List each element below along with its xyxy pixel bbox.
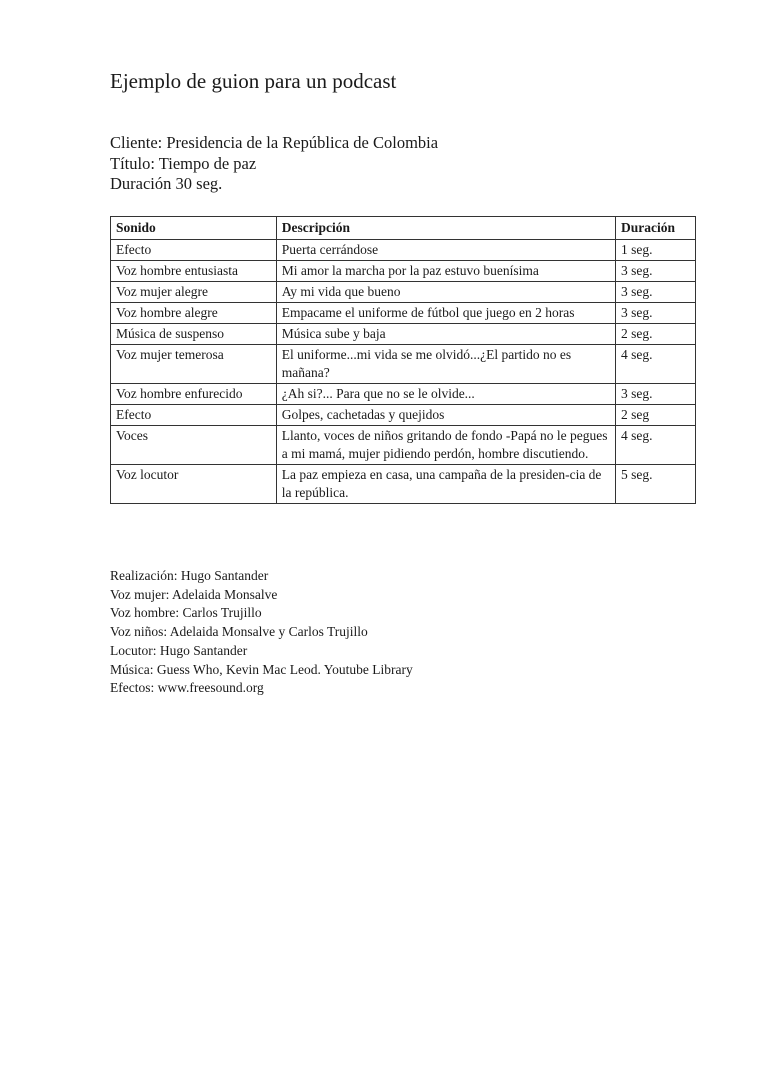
cell-duracion: 4 seg. bbox=[616, 345, 696, 384]
header-sonido: Sonido bbox=[111, 217, 277, 240]
cell-sonido: Voz hombre alegre bbox=[111, 303, 277, 324]
cell-descripcion: ¿Ah si?... Para que no se le olvide... bbox=[276, 384, 615, 405]
meta-cliente: Cliente: Presidencia de la República de Colombia bbox=[110, 133, 439, 152]
header-descripcion: Descripción bbox=[276, 217, 615, 240]
cell-descripcion: Música sube y baja bbox=[276, 324, 615, 345]
cell-sonido: Efecto bbox=[111, 240, 277, 261]
credits-block bbox=[110, 567, 413, 698]
cell-descripcion: Golpes, cachetadas y quejidos bbox=[276, 405, 615, 426]
document-title: Ejemplo de guion para un podcast bbox=[110, 69, 397, 93]
table-row bbox=[111, 303, 696, 324]
table-header-row bbox=[111, 217, 696, 240]
header-duracion: Duración bbox=[616, 217, 696, 240]
cell-sonido: Música de suspenso bbox=[111, 324, 277, 345]
table-row bbox=[111, 261, 696, 282]
cell-descripcion: Empacame el uniforme de fútbol que juego en 2 horas bbox=[276, 303, 615, 324]
table-row bbox=[111, 282, 696, 303]
cell-descripcion: Puerta cerrándose bbox=[276, 240, 615, 261]
table-row bbox=[111, 384, 696, 405]
credit-line: Voz mujer: Adelaida Monsalve bbox=[110, 586, 278, 602]
cell-sonido: Voces bbox=[111, 426, 277, 465]
cell-duracion: 3 seg. bbox=[616, 303, 696, 324]
credit-line: Música: Guess Who, Kevin Mac Leod. Youtube Library bbox=[110, 661, 413, 677]
credit-line: Realización: Hugo Santander bbox=[110, 568, 269, 583]
cell-sonido: Voz locutor bbox=[111, 465, 277, 504]
credit-line: Efectos: www.freesound.org bbox=[110, 680, 264, 696]
credit-line: Voz niños: Adelaida Monsalve y Carlos Trujillo bbox=[110, 624, 368, 640]
cell-sonido: Voz hombre entusiasta bbox=[111, 261, 277, 282]
cell-sonido: Efecto bbox=[111, 405, 277, 426]
cell-duracion: 3 seg. bbox=[616, 261, 696, 282]
credit-line: Voz hombre: Carlos Trujillo bbox=[110, 605, 262, 621]
cell-duracion: 3 seg. bbox=[616, 384, 696, 405]
credit-line: Locutor: Hugo Santander bbox=[110, 642, 248, 658]
cell-duracion: 2 seg bbox=[616, 405, 696, 426]
cell-descripcion: Ay mi vida que bueno bbox=[276, 282, 615, 303]
cell-duracion: 2 seg. bbox=[616, 324, 696, 345]
cell-duracion: 5 seg. bbox=[616, 465, 696, 504]
table-row bbox=[111, 240, 696, 261]
cell-sonido: Voz hombre enfurecido bbox=[111, 384, 277, 405]
document-meta bbox=[110, 133, 438, 195]
meta-duracion: Duración 30 seg. bbox=[110, 174, 223, 193]
cell-descripcion: Mi amor la marcha por la paz estuvo buenísima bbox=[276, 261, 615, 282]
cell-descripcion: La paz empieza en casa, una campaña de la presiden-cia de la república. bbox=[276, 465, 615, 504]
table-row bbox=[111, 324, 696, 345]
cell-duracion: 3 seg. bbox=[616, 282, 696, 303]
cell-duracion: 4 seg. bbox=[616, 426, 696, 465]
script-table bbox=[110, 216, 696, 504]
table-row bbox=[111, 465, 696, 504]
cell-descripcion: El uniforme...mi vida se me olvidó...¿El partido no es mañana? bbox=[276, 345, 615, 384]
table-row bbox=[111, 405, 696, 426]
cell-descripcion: Llanto, voces de niños gritando de fondo -Papá no le pegues a mi mamá, mujer pidiendo perdón, hombre discutiendo. bbox=[276, 426, 615, 465]
table-row bbox=[111, 426, 696, 465]
cell-sonido: Voz mujer alegre bbox=[111, 282, 277, 303]
meta-titulo: Título: Tiempo de paz bbox=[110, 153, 257, 173]
cell-duracion: 1 seg. bbox=[616, 240, 696, 261]
table-row bbox=[111, 345, 696, 384]
cell-sonido: Voz mujer temerosa bbox=[111, 345, 277, 384]
